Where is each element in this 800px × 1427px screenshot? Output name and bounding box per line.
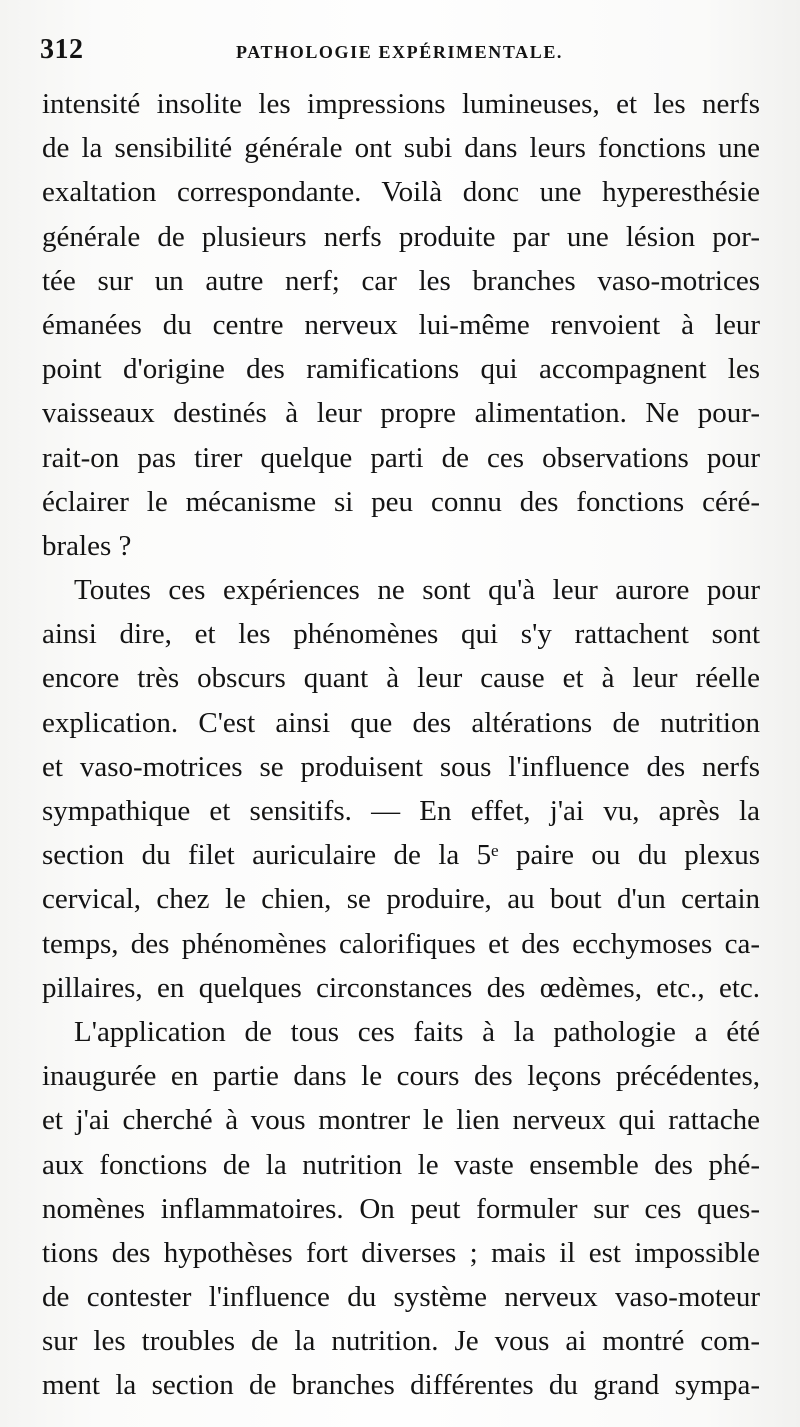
body-text <box>42 82 760 1408</box>
text-line-paragraph-end: pillaires, en quelques circonstances des œdèmes, etc., etc. <box>42 971 760 1004</box>
text-line: sur les troubles de la nutrition. Je vous ai montré com- <box>42 1325 760 1358</box>
text-line-paragraph-start: Toutes ces expériences ne sont qu'à leur aurore pour <box>74 574 760 607</box>
text-line: encore très obscurs quant à leur cause et à leur réelle <box>42 662 760 695</box>
text-line-paragraph-start: L'application de tous ces faits à la pathologie a été <box>74 1015 760 1048</box>
page-number: 312 <box>40 34 84 65</box>
text-line: explication. C'est ainsi que des altérations de nutrition <box>42 706 760 739</box>
text-line: exaltation correspondante. Voilà donc une hyperesthésie <box>42 176 760 209</box>
text-line: tions des hypothèses fort diverses ; mais il est impossible <box>42 1236 760 1269</box>
text-line: de la sensibilité générale ont subi dans leurs fonctions une <box>42 132 760 165</box>
text-line: vaisseaux destinés à leur propre alimentation. Ne pour- <box>42 397 760 430</box>
text-line-paragraph-end: brales ? <box>42 529 132 562</box>
text-line: section du filet auriculaire de la 5ᵉ paire ou du plexus <box>42 839 760 872</box>
text-line: inaugurée en partie dans le cours des leçons précédentes, <box>42 1060 760 1093</box>
running-title: PATHOLOGIE EXPÉRIMENTALE. <box>236 42 564 62</box>
text-line: ment la section de branches différentes du grand sympa- <box>42 1369 760 1402</box>
text-line: éclairer le mécanisme si peu connu des fonctions céré- <box>42 485 760 518</box>
text-line: nomènes inflammatoires. On peut formuler sur ces ques- <box>42 1192 760 1225</box>
text-line: ainsi dire, et les phénomènes qui s'y rattachent sont <box>42 618 760 651</box>
text-line: émanées du centre nerveux lui-même renvoient à leur <box>42 308 760 341</box>
text-line: tée sur un autre nerf; car les branches vaso-motrices <box>42 264 760 297</box>
text-line: temps, des phénomènes calorifiques et des ecchymoses ca- <box>42 927 760 960</box>
text-line: générale de plusieurs nerfs produite par une lésion por- <box>42 220 760 253</box>
text-line: de contester l'influence du système nerveux vaso-moteur <box>42 1281 760 1314</box>
text-line: cervical, chez le chien, se produire, au bout d'un certain <box>42 883 760 916</box>
page-header <box>40 34 760 74</box>
text-line: et vaso-motrices se produisent sous l'influence des nerfs <box>42 750 760 783</box>
text-line: sympathique et sensitifs. — En effet, j'ai vu, après la <box>42 795 760 827</box>
text-line: rait-on pas tirer quelque parti de ces observations pour <box>42 441 760 474</box>
text-line: et j'ai cherché à vous montrer le lien nerveux qui rattache <box>42 1104 760 1137</box>
text-line: intensité insolite les impressions lumineuses, et les nerfs <box>42 88 760 120</box>
text-line: point d'origine des ramifications qui accompagnent les <box>42 353 760 386</box>
text-line: aux fonctions de la nutrition le vaste ensemble des phé- <box>42 1148 760 1181</box>
